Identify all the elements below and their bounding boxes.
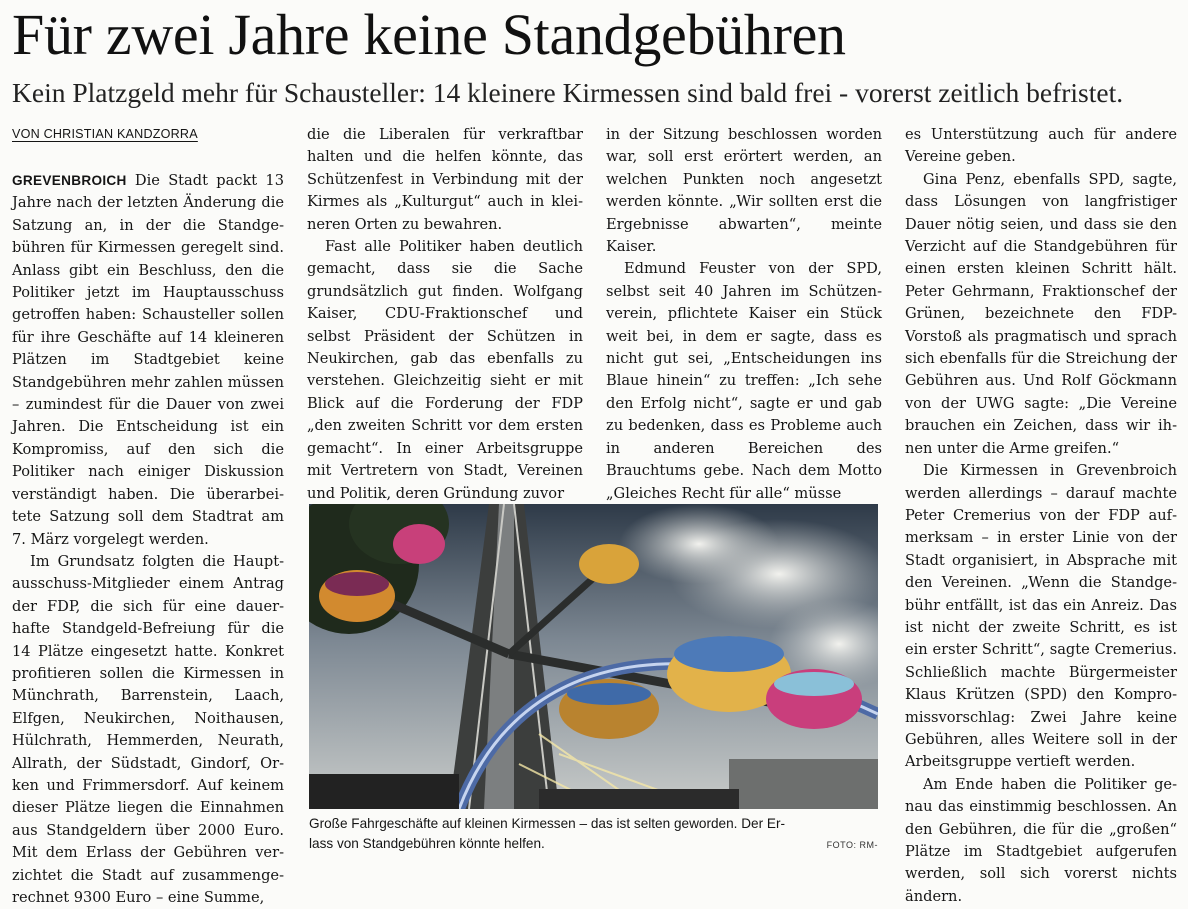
paragraph-3: Fast alle Politiker haben deutlich gemacht, dass sie die Sache grundsätzlich gut finden. Wolfgang Kaiser, CDU-Fraktionschef und selbst Präsident der Schützen in Neukirchen, gab das ebenfalls zu verstehen. Gleichzeitig sieht er mit Blick auf die Forderung der FDP „den zweiten Schritt vor dem ersten gemacht“. In einer Arbeitsgruppe mit Vertretern von Stadt, Vereinen und Politik, deren Gründung zuvor (307, 238, 583, 502)
subheadline: Kein Platzgeld mehr für Schausteller: 14 kleinere Kirmessen sind bald frei - vorerst zeitlich befristet. (12, 77, 1124, 108)
dateline: GREVENBROICH (12, 173, 127, 188)
byline: VON CHRISTIAN KANDZORRA (12, 127, 198, 141)
paragraph-4: Edmund Feuster von der SPD, selbst seit 40 Jahren im Schützenverein, pflichtete Kaiser ein Stück weit bei, in dem er sagte, dass es nicht gut sei, „Entscheidungen ins Blaue hinein“ zu treffen: „Ich sehe den Erfolg nicht“, sagte er und gab zu bedenken, dass es Probleme auch in anderen Bereichen des Brauchtums gebe. Nach dem Motto „Gleiches Recht für alle“ müsse (606, 260, 882, 502)
article-column-1 (12, 124, 284, 909)
paragraph-6: Die Kirmessen in Grevenbroich werden allerdings – darauf machte Peter Cremerius von der FDP aufmerksam – in erster Linie von der Stadt organisiert, in Absprache mit den Vereinen. „Wenn die Standgebühr entfällt, ist das ein Anreiz. Das ist nicht der zweite Schritt, es ist ein erster Schritt“, sagte Cremerius. Schließlich machte Bürgermeister Klaus Krützen (SPD) den Kompromissvorschlag: Zwei Jahre keine Gebühren, alles Weitere soll in der Arbeitsgruppe vertieft werden. (905, 462, 1177, 771)
paragraph-2-cont: die die Liberalen für verkraftbar halten und die helfen könnte, das Schützenfest in Verbindung mit der Kirmes als „Kulturgut“ auch in kleineren Orten zu bewahren. (307, 126, 583, 233)
fairground-photo (309, 504, 878, 809)
paragraph-2: Im Grundsatz folgten die Hauptausschuss-Mitglieder einem Antrag der FDP, die sich für eine dauerhafte Standgeld-Befreiung für die 14 Plätze eingesetzt hatte. Konkret profitieren sollen die Kirmessen in Münchrath, Barrenstein, Laach, Elfgen, Neukirchen, Noithausen, Hülchrath, Hemmerden, Neurath, Allrath, der Südstadt, Gindorf, Orken und Frimmersdorf. Auf keinem dieser Plätze liegen die Einnahmen aus Standgeldern über 2000 Euro. Mit dem Erlass der Gebühren verzichtet die Stadt auf zusammengerechnet 9300 Euro – eine Summe, (12, 552, 284, 906)
photo-caption (309, 814, 878, 854)
article-column-2 (307, 124, 583, 505)
headline: Für zwei Jahre keine Standgebühren (12, 2, 846, 67)
paragraph-5: Gina Penz, ebenfalls SPD, sagte, dass Lösungen von langfristiger Dauer nötig seien, und dass sie den Verzicht auf die Standgebühren für einen ersten kleinen Schritt hält. Peter Gehrmann, Fraktionschef der Grünen, bezeichnete den FDP-Vorstoß als pragmatisch und sprach sich ebenfalls für die Streichung der Gebühren aus. Und Rolf Göckmann von der UWG sagte: „Die Vereine brauchen ein Zeichen, dass wir ihnen unter die Arme greifen.“ (905, 170, 1177, 457)
paragraph-4-cont: es Unterstützung auch für andere Vereine geben. (905, 126, 1177, 166)
caption-line-1: Große Fahrgeschäfte auf kleinen Kirmessen – das ist selten geworden. Der Er- (309, 816, 786, 831)
paragraph-1: GREVENBROICH Die Stadt packt 13 Jahre nach der letzten Änderung die Satzung an, in der die Standgebühren für Kirmessen geregelt sind. Anlass gibt ein Beschluss, den die Politiker jetzt im Hauptausschuss getroffen haben: Schausteller sollen für ihre Geschäfte auf 14 kleineren Plätzen im Stadtgebiet keine Standgebühren mehr zahlen müssen – zumindest für die Dauer von zwei Jahren. Die Entscheidung ist ein Kompromiss, auf den sich die Politiker nach einiger Diskussion verständigt haben. Die überarbeitete Satzung soll dem Stadtrat am 7. März vorgelegt werden. (12, 172, 284, 548)
paragraph-3-cont: in der Sitzung beschlossen worden war, soll erst erörtert werden, an welchen Punkten noch angesetzt werden könnte. „Wir sollten erst die Ergebnisse abwarten“, meinte Kaiser. (606, 126, 882, 256)
article-column-4 (905, 124, 1177, 908)
fairground-ride-illustration (309, 504, 878, 809)
article-column-3 (606, 124, 882, 505)
caption-line-2: lass von Standgebühren könnte helfen. (309, 836, 545, 851)
paragraph-7: Am Ende haben die Politiker genau das einstimmig beschlossen. An den Gebühren, die für die „großen“ Plätze im Stadtgebiet aufgerufen werden, soll sich vorerst nichts ändern. (905, 775, 1177, 905)
photo-credit: FOTO: RM- (826, 840, 878, 850)
